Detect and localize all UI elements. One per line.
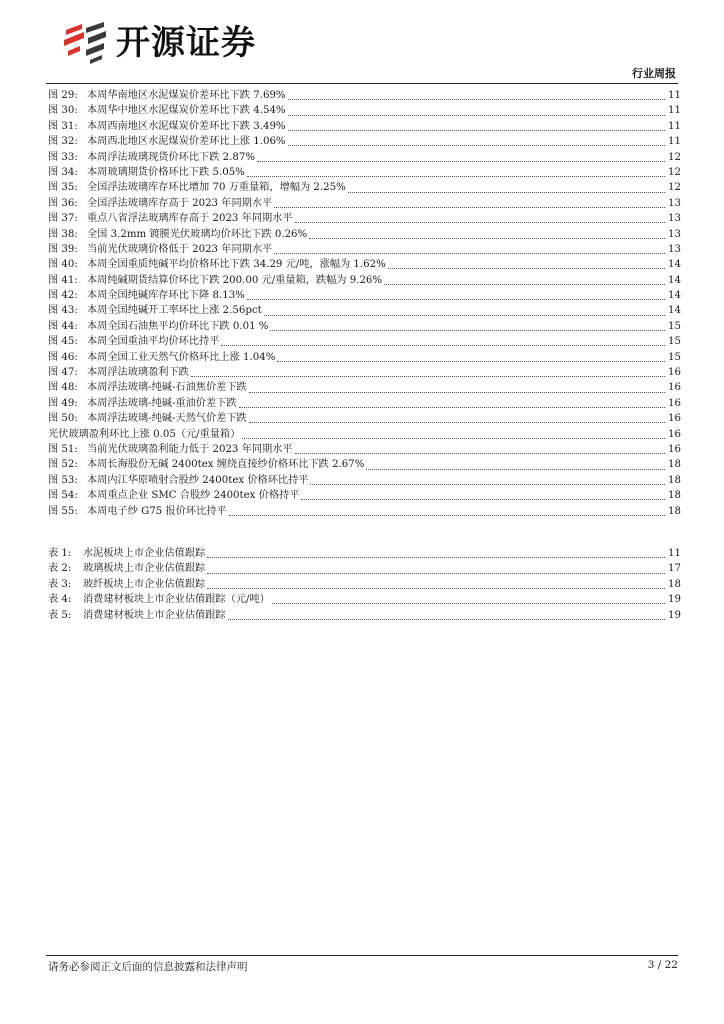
dot-leader bbox=[264, 305, 665, 316]
figure-label: 图 36: bbox=[48, 197, 78, 209]
figure-title: 本周全国重质纯碱平均价格环比下跌 34.29 元/吨，涨幅为 1.62% bbox=[87, 259, 386, 271]
footer-disclaimer: 请务必参阅正文后面的信息披露和法律声明 bbox=[48, 961, 248, 973]
page-ref: 11 bbox=[668, 120, 681, 132]
toc-entry[interactable] bbox=[48, 442, 681, 457]
toc-entry[interactable] bbox=[48, 592, 681, 607]
page-ref: 18 bbox=[668, 505, 681, 517]
figure-title: 本周全国工业天然气价格环比上涨 1.04% bbox=[87, 351, 276, 363]
figure-title: 本周西北地区水泥煤炭价差环比上涨 1.06% bbox=[87, 136, 286, 148]
brand-logo bbox=[60, 20, 280, 66]
page-ref: 18 bbox=[668, 578, 681, 590]
dot-leader bbox=[277, 351, 665, 362]
table-title: 玻璃板块上市企业估值跟踪 bbox=[83, 563, 206, 575]
page-ref: 12 bbox=[668, 166, 681, 178]
figure-label: 图 35: bbox=[48, 182, 78, 194]
toc-entry[interactable] bbox=[48, 380, 681, 395]
toc-entry[interactable] bbox=[48, 457, 681, 472]
toc-entry[interactable] bbox=[48, 165, 681, 180]
header-divider bbox=[46, 83, 678, 84]
figure-title: 本周电子纱 G75 报价环比持平 bbox=[87, 505, 227, 517]
page-ref: 16 bbox=[668, 413, 681, 425]
page-ref: 17 bbox=[668, 563, 681, 575]
document-type: 行业周报 bbox=[632, 67, 676, 80]
dot-leader bbox=[221, 335, 665, 346]
toc-entry[interactable] bbox=[48, 211, 681, 226]
dot-leader bbox=[249, 412, 665, 423]
figure-title: 本周全国重油平均价环比持平 bbox=[87, 336, 220, 348]
dot-leader bbox=[207, 563, 665, 574]
dot-leader bbox=[272, 593, 665, 604]
toc-entry[interactable] bbox=[48, 303, 681, 318]
table-title: 消费建材板块上市企业估值跟踪（元/吨） bbox=[83, 594, 270, 606]
page-number: 3 / 22 bbox=[647, 959, 678, 971]
dot-leader bbox=[270, 320, 665, 331]
dot-leader bbox=[249, 382, 665, 393]
figure-label: 图 30: bbox=[48, 105, 78, 117]
figure-title: 光伏玻璃盈利环比上涨 0.05（元/重量箱） bbox=[48, 428, 241, 440]
page-ref: 18 bbox=[668, 474, 681, 486]
table-title: 水泥板块上市企业估值跟踪 bbox=[83, 548, 206, 559]
toc-entry[interactable] bbox=[48, 150, 681, 165]
figure-label: 图 50: bbox=[48, 413, 78, 425]
dot-leader bbox=[384, 274, 665, 285]
figure-title: 本周华南地区水泥煤炭价差环比下跌 7.69% bbox=[87, 90, 286, 101]
table-list bbox=[48, 546, 681, 623]
figure-label: 图 33: bbox=[48, 151, 78, 163]
figure-title: 本周全国石油焦平均价环比下跌 0.01 % bbox=[87, 320, 269, 332]
page-ref: 16 bbox=[668, 443, 681, 455]
dot-leader bbox=[207, 547, 665, 558]
figure-label: 图 41: bbox=[48, 274, 78, 286]
dot-leader bbox=[239, 397, 665, 408]
figure-title: 全国浮法玻璃库存高于 2023 年同期水平 bbox=[87, 197, 273, 209]
toc-entry[interactable] bbox=[48, 103, 681, 118]
dot-leader bbox=[288, 120, 665, 131]
figure-title: 本周浮法玻璃-纯碱-石油焦价差下跌 bbox=[87, 382, 247, 394]
page-ref: 15 bbox=[668, 351, 681, 363]
page-ref: 13 bbox=[668, 213, 681, 225]
dot-leader bbox=[257, 151, 665, 162]
dot-leader bbox=[247, 166, 665, 177]
page-ref: 14 bbox=[668, 290, 681, 302]
page-ref: 18 bbox=[668, 459, 681, 471]
page-ref: 11 bbox=[668, 136, 681, 148]
dot-leader bbox=[228, 609, 665, 620]
toc-entry[interactable] bbox=[48, 411, 681, 426]
figure-title: 本周全国纯碱库存环比下降 8.13% bbox=[87, 290, 245, 302]
page-ref: 11 bbox=[668, 548, 681, 559]
footer-divider bbox=[46, 955, 678, 956]
toc-entry[interactable] bbox=[48, 334, 681, 349]
dot-leader bbox=[310, 474, 665, 485]
dot-leader bbox=[191, 366, 665, 377]
page-ref: 16 bbox=[668, 428, 681, 440]
dot-leader bbox=[366, 459, 665, 470]
toc-entry[interactable] bbox=[48, 365, 681, 380]
dot-leader bbox=[229, 505, 665, 516]
figure-label: 图 40: bbox=[48, 259, 78, 271]
table-title: 玻纤板块上市企业估值跟踪 bbox=[83, 578, 206, 590]
page-ref: 19 bbox=[668, 594, 681, 606]
page-ref: 18 bbox=[668, 490, 681, 502]
toc-entry[interactable] bbox=[48, 561, 681, 576]
figure-title: 全国 3.2mm 镀膜光伏玻璃均价环比下跌 0.26% bbox=[87, 228, 308, 240]
table-title: 消费建材板块上市企业估值跟踪 bbox=[83, 609, 226, 621]
page-ref: 13 bbox=[668, 243, 681, 255]
table-label: 表 4: bbox=[48, 594, 72, 606]
page-ref: 12 bbox=[668, 151, 681, 163]
figure-title: 本周重点企业 SMC 合股纱 2400tex 价格持平 bbox=[87, 490, 300, 502]
toc-entry[interactable] bbox=[48, 319, 681, 334]
figure-label: 图 45: bbox=[48, 336, 78, 348]
toc-entry[interactable] bbox=[48, 288, 681, 303]
toc-entry[interactable] bbox=[48, 546, 681, 561]
figure-title: 全国浮法玻璃库存环比增加 70 万重量箱，增幅为 2.25% bbox=[87, 182, 346, 194]
figure-label: 图 37: bbox=[48, 213, 78, 225]
page-ref: 11 bbox=[668, 90, 681, 101]
toc-entry[interactable] bbox=[48, 242, 681, 257]
page-ref: 14 bbox=[668, 259, 681, 271]
toc-entry[interactable] bbox=[48, 427, 681, 442]
dot-leader bbox=[242, 428, 665, 439]
table-label: 表 3: bbox=[48, 578, 72, 590]
toc-entry[interactable] bbox=[48, 196, 681, 211]
toc-entry[interactable] bbox=[48, 134, 681, 149]
toc-entry[interactable] bbox=[48, 396, 681, 411]
toc-entry[interactable] bbox=[48, 119, 681, 134]
toc-entry[interactable] bbox=[48, 473, 681, 488]
figure-title: 当前光伏玻璃盈利能力低于 2023 年同期水平 bbox=[87, 443, 293, 455]
page-ref: 12 bbox=[668, 182, 681, 194]
page-ref: 15 bbox=[668, 320, 681, 332]
figure-label: 图 48: bbox=[48, 382, 78, 394]
figure-title: 本周浮法玻璃-纯碱-重油价差下跌 bbox=[87, 397, 237, 409]
dot-leader bbox=[274, 197, 665, 208]
dot-leader bbox=[274, 243, 665, 254]
dot-leader bbox=[301, 489, 665, 500]
toc-entry[interactable] bbox=[48, 577, 681, 592]
dot-leader bbox=[295, 212, 665, 223]
figure-label: 图 34: bbox=[48, 166, 78, 178]
page-ref: 13 bbox=[668, 228, 681, 240]
toc-entry[interactable] bbox=[48, 273, 681, 288]
page-ref: 16 bbox=[668, 397, 681, 409]
figure-title: 本周玻璃期货价格环比下跌 5.05% bbox=[87, 166, 245, 178]
dot-leader bbox=[309, 228, 665, 239]
figure-label: 图 38: bbox=[48, 228, 78, 240]
toc-entry[interactable] bbox=[48, 227, 681, 242]
page-ref: 16 bbox=[668, 367, 681, 379]
toc-entry[interactable] bbox=[48, 350, 681, 365]
page-ref: 11 bbox=[668, 105, 681, 117]
page-ref: 16 bbox=[668, 382, 681, 394]
dot-leader bbox=[295, 443, 665, 454]
brand-name: 开源证券 bbox=[116, 23, 256, 63]
figure-title: 本周浮法玻璃-纯碱-天然气价差下跌 bbox=[87, 413, 247, 425]
figure-title: 本周浮法玻璃现货价环比下跌 2.87% bbox=[87, 151, 256, 163]
figure-label: 图 39: bbox=[48, 243, 78, 255]
page-ref: 14 bbox=[668, 305, 681, 317]
figure-label: 图 43: bbox=[48, 305, 78, 317]
figure-title: 本周长海股份无碱 2400tex 缠绕直接纱价格环比下跌 2.67% bbox=[87, 459, 365, 471]
toc-entry[interactable] bbox=[48, 488, 681, 503]
figure-label: 图 32: bbox=[48, 136, 78, 148]
figure-label: 图 52: bbox=[48, 459, 78, 471]
toc-entry[interactable] bbox=[48, 504, 681, 519]
dot-leader bbox=[348, 182, 665, 193]
figure-label: 图 47: bbox=[48, 367, 78, 379]
figure-label: 图 54: bbox=[48, 490, 78, 502]
figure-title: 本周西南地区水泥煤炭价差环比下跌 3.49% bbox=[87, 120, 286, 132]
figure-title: 本周内江华原喷射合股纱 2400tex 价格环比持平 bbox=[87, 474, 309, 486]
figure-title: 重点八省浮法玻璃库存高于 2023 年同期水平 bbox=[87, 213, 293, 225]
dot-leader bbox=[288, 105, 665, 116]
table-label: 表 5: bbox=[48, 609, 72, 621]
figure-title: 本周浮法玻璃盈利下跌 bbox=[87, 367, 189, 379]
figure-label: 图 46: bbox=[48, 351, 78, 363]
toc-entry[interactable] bbox=[48, 180, 681, 195]
figure-title: 本周纯碱期货结算价环比下跌 200.00 元/重量箱，跌幅为 9.26% bbox=[87, 274, 383, 286]
figure-label: 图 31: bbox=[48, 120, 78, 132]
page-ref: 14 bbox=[668, 274, 681, 286]
dot-leader bbox=[247, 289, 665, 300]
page-header bbox=[0, 0, 724, 86]
figure-title: 本周全国纯碱开工率环比上涨 2.56pct bbox=[87, 305, 262, 317]
figure-label: 图 55: bbox=[48, 505, 78, 517]
toc-entry[interactable] bbox=[48, 88, 681, 103]
toc-entry[interactable] bbox=[48, 257, 681, 272]
page-ref: 19 bbox=[668, 609, 681, 621]
toc-entry[interactable] bbox=[48, 608, 681, 623]
figure-label: 图 44: bbox=[48, 320, 78, 332]
page-ref: 13 bbox=[668, 197, 681, 209]
table-label: 表 1: bbox=[48, 548, 72, 559]
dot-leader bbox=[388, 258, 665, 269]
figure-label: 图 42: bbox=[48, 290, 78, 302]
dot-leader bbox=[288, 135, 665, 146]
figure-title: 当前光伏玻璃价格低于 2023 年同期水平 bbox=[87, 243, 273, 255]
figure-list bbox=[48, 88, 681, 519]
dot-leader bbox=[207, 578, 665, 589]
figure-label: 图 49: bbox=[48, 397, 78, 409]
kaiyuan-securities-logo-icon bbox=[60, 20, 110, 64]
page-ref: 15 bbox=[668, 336, 681, 348]
figure-label: 图 53: bbox=[48, 474, 78, 486]
dot-leader bbox=[288, 89, 665, 100]
figure-label: 图 51: bbox=[48, 443, 78, 455]
table-label: 表 2: bbox=[48, 563, 72, 575]
figure-title: 本周华中地区水泥煤炭价差环比下跌 4.54% bbox=[87, 105, 286, 117]
figure-label: 图 29: bbox=[48, 90, 78, 101]
